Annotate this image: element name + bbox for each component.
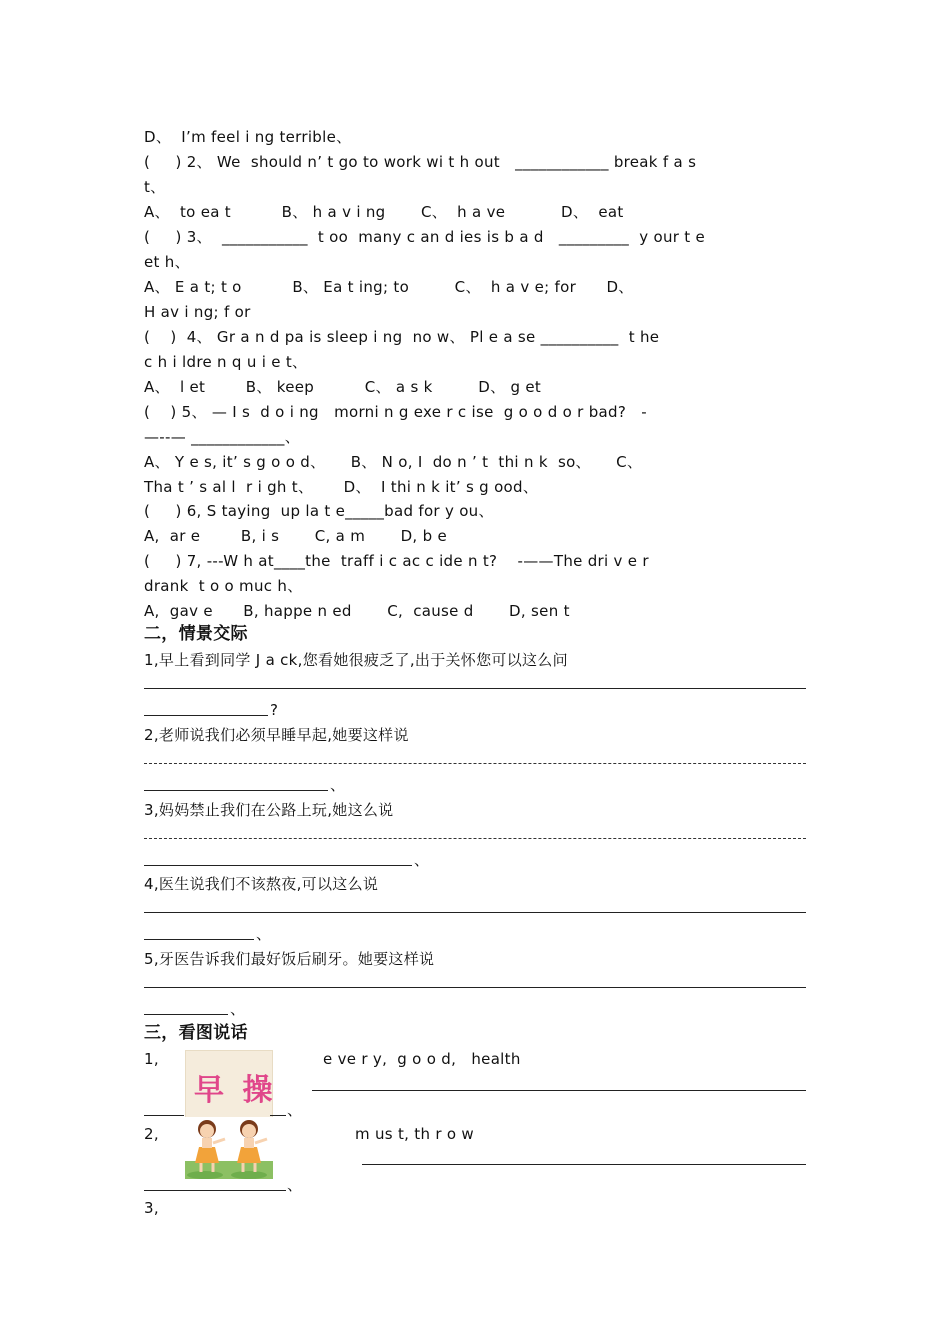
s2-answer-line-4[interactable] xyxy=(144,912,806,913)
picture-2-answer-line-b[interactable] xyxy=(144,1190,286,1191)
s2-answer-line-3[interactable] xyxy=(144,838,806,839)
question-6: ( ) 6, S taying up la t e_____bad for y ou、 xyxy=(144,502,494,520)
question-2-cont: t、 xyxy=(144,178,166,196)
s2-answer-line-1[interactable] xyxy=(144,688,806,689)
picture-3-number: 3, xyxy=(144,1199,159,1217)
question-7: ( ) 7, ---W h at____the traff i c ac c ide n t? -——The dri v e r xyxy=(144,552,649,570)
question-4-options: A、 l et B、 keep C、 a s k D、 g et xyxy=(144,378,542,396)
morning-exercise-image xyxy=(185,1050,277,1118)
picture-2-answer-line[interactable] xyxy=(362,1164,806,1165)
s2-question-5: 5,牙医告诉我们最好饭后刷牙。她要这样说 xyxy=(144,950,435,968)
s2-answer-line-4b[interactable] xyxy=(144,939,254,940)
s2-question-2-end: 、 xyxy=(330,776,346,794)
girls-pointing-icon xyxy=(185,1117,273,1179)
picture-1-answer-line[interactable] xyxy=(312,1090,806,1091)
question-5-options: A、 Y e s, it’ s g o o d、 B、 N o, I do n ’ t thi n k so、 C、 xyxy=(144,453,643,471)
s2-question-3-end: 、 xyxy=(414,851,430,869)
question-7-cont: drank t o o muc h、 xyxy=(144,577,303,595)
question-3-options: A、 E a t; t o B、 Ea t ing; to C、 h a v e; for D、 xyxy=(144,278,634,296)
picture-1-number: 1, xyxy=(144,1050,159,1068)
question-2: ( ) 2、 We should n’ t go to work wi t h out ____________ break f a s xyxy=(144,153,697,171)
question-3-options-cont: H av i ng; f or xyxy=(144,303,251,321)
s2-question-1: 1,早上看到同学 J a ck,您看她很疲乏了,出于关怀您可以这么问 xyxy=(144,651,568,669)
question-5-cont: —--— ____________、 xyxy=(144,428,300,446)
s2-answer-line-2b[interactable] xyxy=(144,790,328,791)
morning-exercise-image-text: 早 操 xyxy=(194,1073,277,1108)
s2-answer-line-3b[interactable] xyxy=(144,865,412,866)
question-4: ( ) 4、 Gr a n d pa is sleep i ng no w、 Pl e a se __________ t he xyxy=(144,328,660,346)
question-3-cont: et h、 xyxy=(144,253,190,271)
question-5: ( ) 5、 — I s d o i ng morni n g exe r c ise g o o d o r bad? - xyxy=(144,403,648,421)
picture-1-answer-line-b1[interactable] xyxy=(144,1115,184,1116)
question-5-options-cont: Tha t ’ s al l r i gh t、 D、 I thi n k it’ s g ood、 xyxy=(144,478,539,496)
picture-1-words: e ve r y, g o o d, health xyxy=(323,1050,521,1068)
picture-1-answer-line-b2[interactable] xyxy=(270,1115,286,1116)
s2-answer-line-2[interactable] xyxy=(144,763,806,764)
question-7-options: A, gav e B, happe n ed C, cause d D, sen t xyxy=(144,602,570,620)
section-3-title: 三，看图说话 xyxy=(144,1023,248,1043)
s2-question-1-end: ? xyxy=(270,701,279,719)
s2-question-4-end: 、 xyxy=(256,925,272,943)
s2-question-5-end: 、 xyxy=(230,1000,246,1018)
s2-question-4: 4,医生说我们不该熬夜,可以这么说 xyxy=(144,875,379,893)
question-3: ( ) 3、 ___________ t oo many c an d ies is b a d _________ y our t e xyxy=(144,228,706,246)
section-2-title: 二，情景交际 xyxy=(144,624,248,644)
picture-2-end: 、 xyxy=(287,1176,303,1194)
question-6-options: A, ar e B, i s C, a m D, b e xyxy=(144,527,447,545)
s2-answer-line-1b[interactable] xyxy=(144,715,268,716)
question-4-cont: c h i ldre n q u i e t、 xyxy=(144,353,308,371)
s2-answer-line-5b[interactable] xyxy=(144,1014,228,1015)
s2-answer-line-5[interactable] xyxy=(144,987,806,988)
q1-option-d: D、 I’m feel i ng terrible、 xyxy=(144,128,352,146)
girls-pointing-image xyxy=(185,1117,273,1179)
s2-question-2: 2,老师说我们必须早睡早起,她要这样说 xyxy=(144,726,409,744)
picture-2-words: m us t, th r o w xyxy=(355,1125,474,1143)
s2-question-3: 3,妈妈禁止我们在公路上玩,她这么说 xyxy=(144,801,394,819)
question-2-options: A、 to ea t B、 h a v i ng C、 h a ve D、 eat xyxy=(144,203,624,221)
picture-1-end: 、 xyxy=(287,1101,303,1119)
picture-2-number: 2, xyxy=(144,1125,159,1143)
